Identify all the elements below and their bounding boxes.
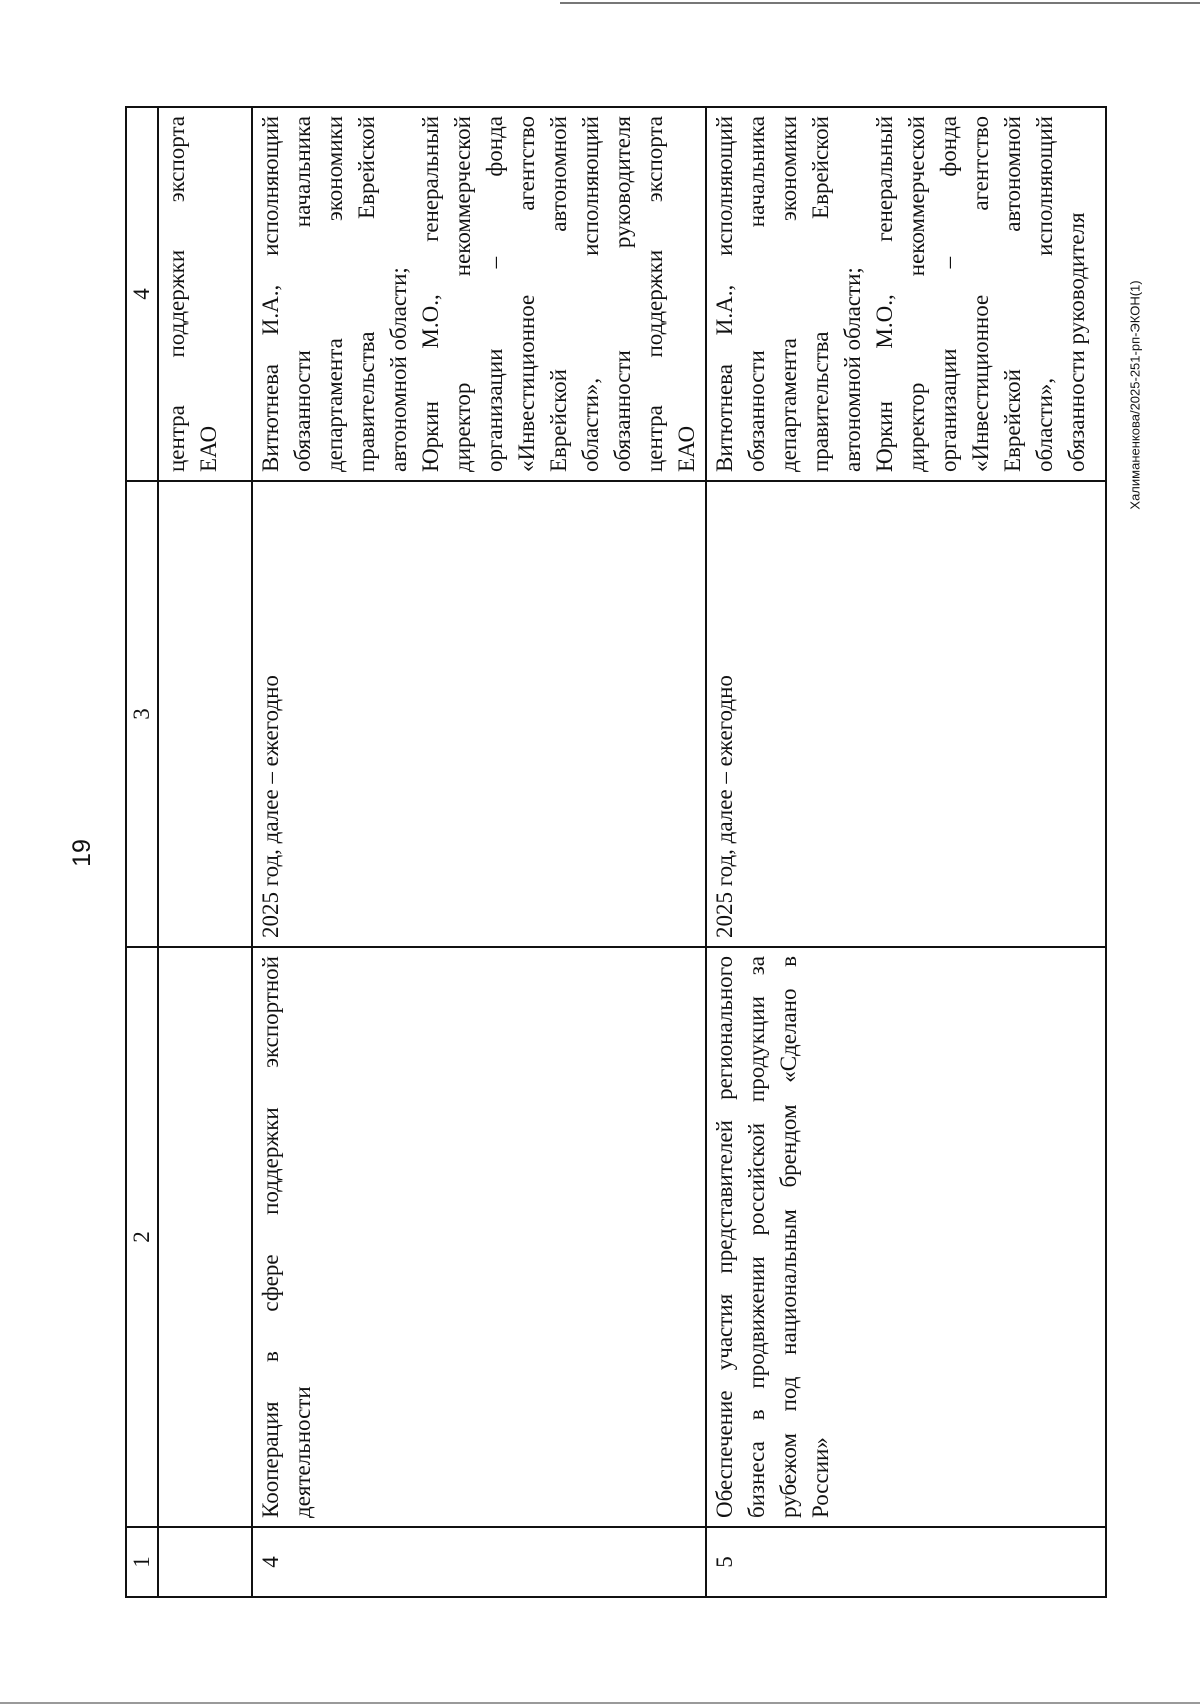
executor-cell [252, 107, 706, 481]
column-number-row [126, 107, 158, 1597]
scan-edge-top [560, 2, 1200, 4]
continuation-row [158, 107, 252, 1597]
executor-line: области», исполняющий [578, 116, 603, 472]
period-cell [158, 481, 252, 947]
executor-line: Витютнева И.А., исполняющий [712, 116, 737, 472]
activity-cell [158, 947, 252, 1527]
activity-text: Кооперация в сфере поддержки экспортной деятельности [252, 947, 706, 1527]
executor-line: Витютнева И.А., исполняющий [258, 116, 283, 472]
executor-line: директор некоммерческой [904, 116, 929, 472]
executor-line: автономной области; [386, 267, 411, 472]
plan-table [125, 106, 1107, 1598]
page-number: 19 [68, 839, 96, 867]
activity-text: Обеспечение участия представителей регионального бизнеса в продвижении российской продукции за рубежом под национальным брендом «Сделано в России» [706, 947, 1106, 1527]
column-number: 1 [126, 1527, 158, 1597]
executor-line: правительства Еврейской [808, 116, 833, 472]
executor-line: ЕАО [674, 425, 699, 472]
footer-document-id: Халиманенкова/2025-251-рп-ЭКОН(1) [1127, 280, 1143, 510]
executor-line: организации – фонда [482, 116, 507, 472]
row-number: 5 [706, 1527, 1106, 1597]
executor-line: ЕАО [196, 425, 221, 472]
executor-line: «Инвестиционное агентство [968, 116, 993, 472]
executor-line: Юркин М.О., генеральный [418, 116, 443, 472]
executor-line: обязанности начальника [290, 116, 315, 472]
executor-line: автономной области; [840, 267, 865, 472]
row-number-cell [158, 1527, 252, 1597]
executor-line: Юркин М.О., генеральный [872, 116, 897, 472]
table-row [706, 107, 1106, 1597]
executor-line: Еврейской автономной [546, 116, 571, 472]
column-number: 4 [126, 107, 158, 481]
executor-line: организации – фонда [936, 116, 961, 472]
executor-cell [158, 107, 252, 481]
table-row [252, 107, 706, 1597]
rotated-table-content [125, 108, 1089, 1598]
executor-line: правительства Еврейской [354, 116, 379, 472]
executor-cell [706, 107, 1106, 481]
executor-line: директор некоммерческой [450, 116, 475, 472]
executor-line: области», исполняющий [1032, 116, 1057, 472]
period-text: 2025 год, далее – ежегодно [252, 481, 706, 947]
executor-line: центра поддержки экспорта [642, 116, 667, 472]
executor-line: департамента экономики [776, 116, 801, 472]
executor-line: департамента экономики [322, 116, 347, 472]
executor-line: центра поддержки экспорта [164, 116, 189, 472]
executor-line: обязанности руководителя [1064, 212, 1089, 472]
row-number: 4 [252, 1527, 706, 1597]
executor-line: «Инвестиционное агентство [514, 116, 539, 472]
column-number: 2 [126, 947, 158, 1527]
executor-line: обязанности начальника [744, 116, 769, 472]
period-text: 2025 год, далее – ежегодно [706, 481, 1106, 947]
executor-line: Еврейской автономной [1000, 116, 1025, 472]
executor-line: обязанности руководителя [610, 116, 635, 472]
column-number: 3 [126, 481, 158, 947]
scan-edge-bottom [0, 1702, 1200, 1704]
rotated-table-region [125, 108, 1089, 1598]
document-footer [1125, 150, 1145, 1150]
